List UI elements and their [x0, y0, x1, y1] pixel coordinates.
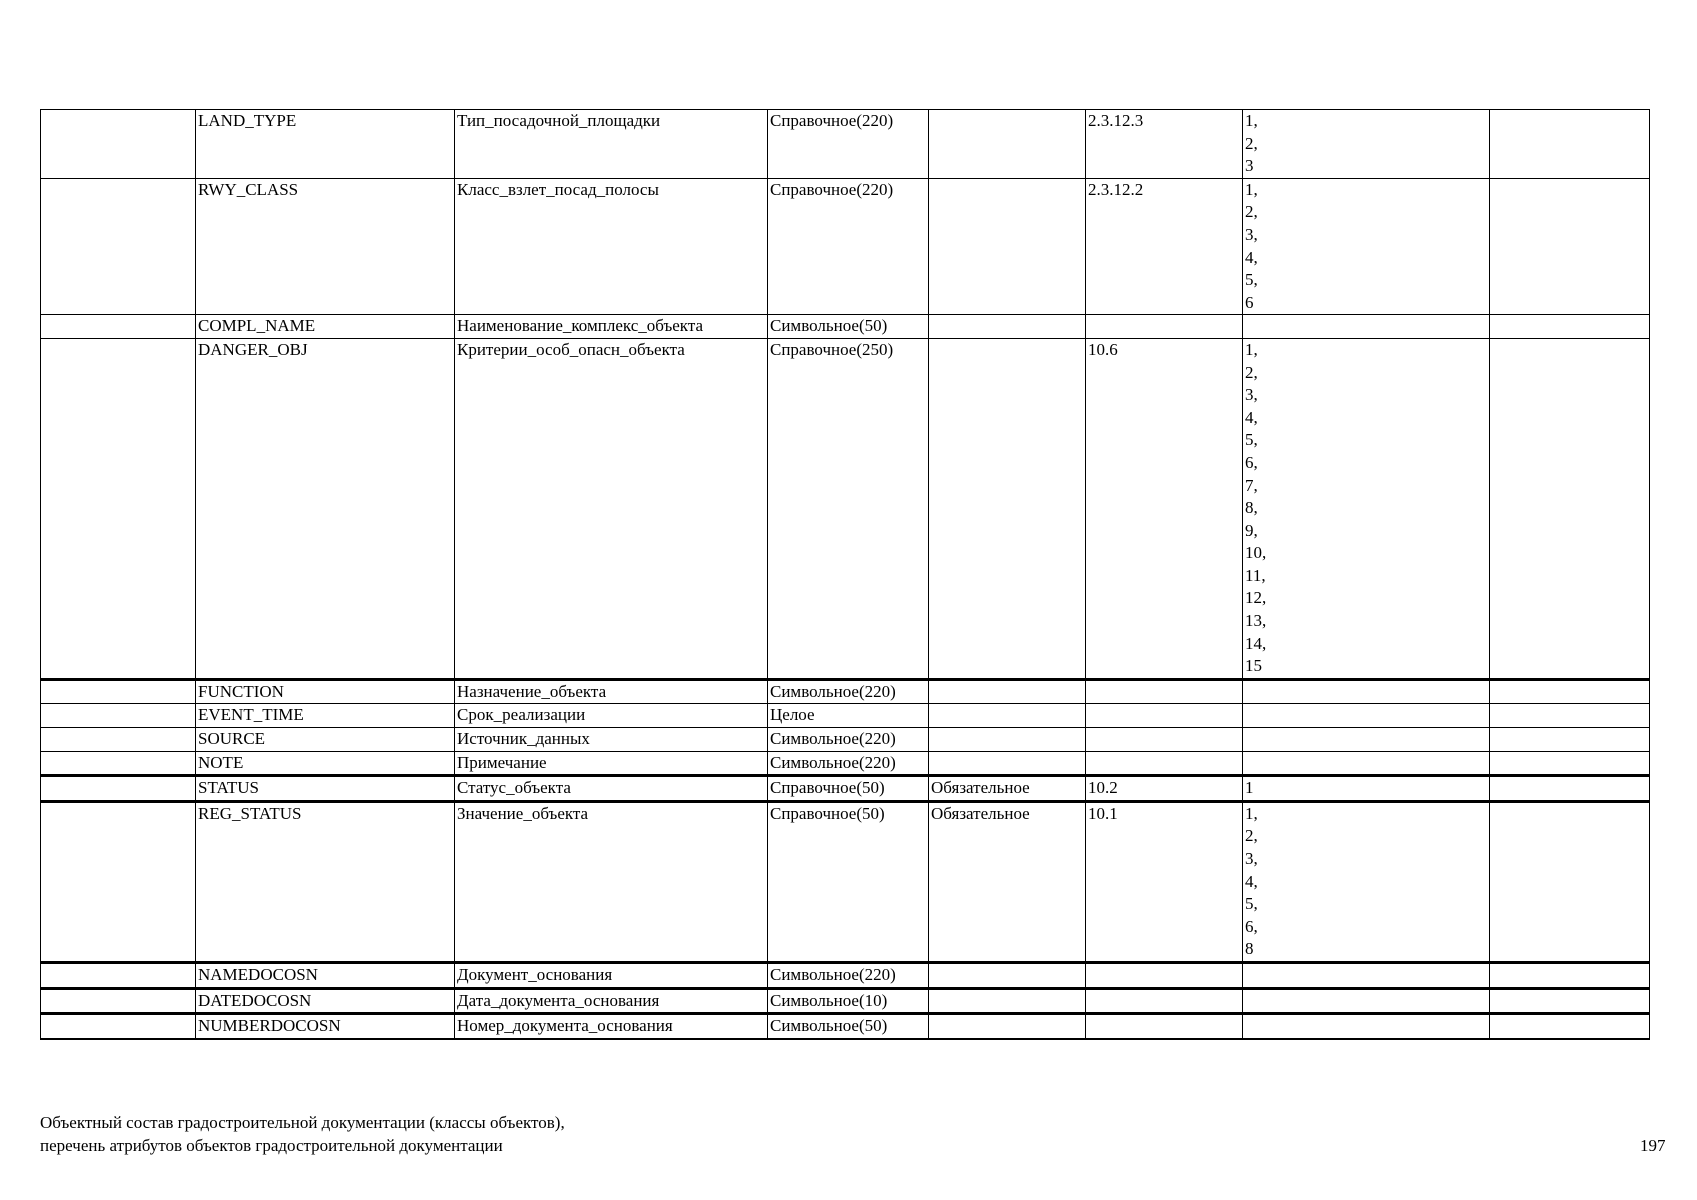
attribute-codes-cell — [1243, 338, 1490, 679]
table-row — [41, 776, 1650, 802]
attribute-required-cell — [929, 110, 1086, 179]
blank-cell — [41, 988, 196, 1014]
attribute-codes-cell — [1243, 704, 1490, 728]
attribute-note-cell — [1490, 704, 1650, 728]
attribute-ref-cell: 2.3.12.2 — [1086, 178, 1243, 315]
blank-cell — [41, 110, 196, 179]
attribute-note-cell — [1490, 751, 1650, 776]
attribute-name-cell: NAMEDOCOSN — [196, 962, 455, 988]
code-value: 4, — [1245, 871, 1258, 891]
code-value: 8, — [1245, 498, 1258, 518]
code-value: 2, — [1245, 826, 1258, 846]
code-value: 4, — [1245, 247, 1258, 267]
attribute-required-cell — [929, 315, 1086, 339]
attribute-note-cell — [1490, 988, 1650, 1014]
attribute-note-cell — [1490, 178, 1650, 315]
code-value: 1, — [1245, 179, 1258, 199]
table-row — [41, 178, 1650, 315]
attribute-codes-cell — [1243, 728, 1490, 752]
attribute-required-cell — [929, 338, 1086, 679]
attribute-description-cell: Критерии_особ_опасн_объекта — [455, 338, 768, 679]
attribute-codes-cell — [1243, 988, 1490, 1014]
attribute-ref-cell — [1086, 704, 1243, 728]
code-value: 7, — [1245, 475, 1258, 495]
attribute-codes-cell — [1243, 776, 1490, 802]
attribute-ref-cell — [1086, 988, 1243, 1014]
code-value: 1, — [1245, 803, 1258, 823]
attribute-table-body — [41, 110, 1650, 1039]
attribute-ref-cell — [1086, 679, 1243, 704]
attribute-name-cell: REG_STATUS — [196, 801, 455, 962]
attribute-note-cell — [1490, 1014, 1650, 1039]
attribute-codes-cell — [1243, 178, 1490, 315]
attribute-note-cell — [1490, 110, 1650, 179]
attribute-note-cell — [1490, 801, 1650, 962]
attribute-type-cell: Символьное(50) — [768, 1014, 929, 1039]
attribute-type-cell: Символьное(10) — [768, 988, 929, 1014]
attribute-type-cell: Символьное(220) — [768, 751, 929, 776]
table-row — [41, 315, 1650, 339]
blank-cell — [41, 801, 196, 962]
blank-cell — [41, 1014, 196, 1039]
attribute-name-cell: LAND_TYPE — [196, 110, 455, 179]
attribute-name-cell: DANGER_OBJ — [196, 338, 455, 679]
attribute-type-cell: Справочное(220) — [768, 110, 929, 179]
blank-cell — [41, 178, 196, 315]
attribute-ref-cell: 10.6 — [1086, 338, 1243, 679]
footer-caption-line-2: перечень атрибутов объектов градостроительной документации — [40, 1136, 503, 1155]
attribute-codes-cell — [1243, 315, 1490, 339]
attribute-ref-cell: 10.1 — [1086, 801, 1243, 962]
attribute-table — [40, 109, 1650, 1040]
attribute-description-cell: Номер_документа_основания — [455, 1014, 768, 1039]
table-row — [41, 751, 1650, 776]
code-value: 3, — [1245, 849, 1258, 868]
attribute-required-cell: Обязательное — [929, 776, 1086, 802]
attribute-required-cell — [929, 728, 1086, 752]
attribute-codes-cell — [1243, 962, 1490, 988]
code-value: 6, — [1245, 916, 1258, 936]
code-value: 3, — [1245, 385, 1258, 405]
code-value: 13, — [1245, 611, 1267, 631]
attribute-type-cell: Символьное(220) — [768, 728, 929, 752]
attribute-description-cell: Класс_взлет_посад_полосы — [455, 178, 768, 315]
code-value: 1 — [1245, 778, 1254, 798]
attribute-description-cell: Документ_основания — [455, 962, 768, 988]
table-row — [41, 1014, 1650, 1039]
table-row — [41, 704, 1650, 728]
blank-cell — [41, 315, 196, 339]
attribute-type-cell: Справочное(220) — [768, 178, 929, 315]
attribute-ref-cell — [1086, 962, 1243, 988]
code-value: 10, — [1245, 543, 1267, 563]
attribute-note-cell — [1490, 315, 1650, 339]
code-value: 14, — [1245, 633, 1267, 653]
code-value: 5, — [1245, 894, 1258, 914]
blank-cell — [41, 338, 196, 679]
footer-caption-line-1: Объектный состав градостроительной документации (классы объектов), — [40, 1113, 565, 1132]
code-value: 9, — [1245, 520, 1258, 540]
attribute-ref-cell — [1086, 728, 1243, 752]
code-value: 5, — [1245, 430, 1258, 450]
table-row — [41, 988, 1650, 1014]
attribute-type-cell: Символьное(220) — [768, 962, 929, 988]
attribute-required-cell — [929, 988, 1086, 1014]
attribute-description-cell: Наименование_комплекс_объекта — [455, 315, 768, 339]
attribute-name-cell: RWY_CLASS — [196, 178, 455, 315]
attribute-description-cell: Источник_данных — [455, 728, 768, 752]
code-value: 4, — [1245, 407, 1258, 427]
attribute-type-cell: Символьное(50) — [768, 315, 929, 339]
code-value: 1, — [1245, 339, 1258, 359]
attribute-description-cell: Назначение_объекта — [455, 679, 768, 704]
attribute-ref-cell — [1086, 315, 1243, 339]
attribute-name-cell: EVENT_TIME — [196, 704, 455, 728]
code-value: 12, — [1245, 588, 1267, 608]
attribute-name-cell: NOTE — [196, 751, 455, 776]
attribute-name-cell: FUNCTION — [196, 679, 455, 704]
page-number: 197 — [1640, 1136, 1666, 1155]
attribute-required-cell — [929, 751, 1086, 776]
attribute-required-cell — [929, 679, 1086, 704]
code-value: 6 — [1245, 292, 1254, 312]
table-row — [41, 962, 1650, 988]
attribute-note-cell — [1490, 728, 1650, 752]
attribute-type-cell: Символьное(220) — [768, 679, 929, 704]
attribute-ref-cell: 2.3.12.3 — [1086, 110, 1243, 179]
code-value: 2, — [1245, 133, 1258, 153]
attribute-codes-cell — [1243, 1014, 1490, 1039]
table-row — [41, 338, 1650, 679]
attribute-description-cell: Значение_объекта — [455, 801, 768, 962]
code-value: 3, — [1245, 224, 1258, 244]
blank-cell — [41, 776, 196, 802]
attribute-ref-cell: 10.2 — [1086, 776, 1243, 802]
code-value: 8 — [1245, 939, 1254, 959]
code-value: 15 — [1245, 656, 1262, 676]
code-value: 6, — [1245, 452, 1258, 472]
attribute-description-cell: Статус_объекта — [455, 776, 768, 802]
attribute-type-cell: Справочное(50) — [768, 801, 929, 962]
attribute-name-cell: DATEDOCOSN — [196, 988, 455, 1014]
attribute-codes-cell — [1243, 751, 1490, 776]
attribute-required-cell — [929, 178, 1086, 315]
attribute-note-cell — [1490, 338, 1650, 679]
blank-cell — [41, 751, 196, 776]
blank-cell — [41, 962, 196, 988]
attribute-note-cell — [1490, 776, 1650, 802]
attribute-codes-cell — [1243, 110, 1490, 179]
blank-cell — [41, 728, 196, 752]
attribute-codes-cell — [1243, 801, 1490, 962]
attribute-type-cell: Целое — [768, 704, 929, 728]
code-value: 5, — [1245, 270, 1258, 290]
attribute-name-cell: NUMBERDOCOSN — [196, 1014, 455, 1039]
attribute-description-cell: Примечание — [455, 751, 768, 776]
attribute-required-cell — [929, 704, 1086, 728]
blank-cell — [41, 704, 196, 728]
attribute-required-cell: Обязательное — [929, 801, 1086, 962]
attribute-required-cell — [929, 1014, 1086, 1039]
attribute-type-cell: Справочное(50) — [768, 776, 929, 802]
attribute-type-cell: Справочное(250) — [768, 338, 929, 679]
code-value: 11, — [1245, 565, 1266, 585]
attribute-required-cell — [929, 962, 1086, 988]
attribute-description-cell: Тип_посадочной_площадки — [455, 110, 768, 179]
footer-caption — [40, 1111, 565, 1157]
table-row — [41, 110, 1650, 179]
attribute-name-cell: SOURCE — [196, 728, 455, 752]
code-value: 2, — [1245, 362, 1258, 382]
attribute-name-cell: STATUS — [196, 776, 455, 802]
code-value: 2, — [1245, 202, 1258, 222]
table-row — [41, 728, 1650, 752]
attribute-description-cell: Дата_документа_основания — [455, 988, 768, 1014]
attribute-ref-cell — [1086, 751, 1243, 776]
table-row — [41, 801, 1650, 962]
attribute-ref-cell — [1086, 1014, 1243, 1039]
code-value: 3 — [1245, 156, 1254, 176]
code-value: 1, — [1245, 111, 1258, 130]
table-row — [41, 679, 1650, 704]
blank-cell — [41, 679, 196, 704]
attribute-note-cell — [1490, 962, 1650, 988]
attribute-note-cell — [1490, 679, 1650, 704]
attribute-description-cell: Срок_реализации — [455, 704, 768, 728]
attribute-codes-cell — [1243, 679, 1490, 704]
attribute-name-cell: COMPL_NAME — [196, 315, 455, 339]
